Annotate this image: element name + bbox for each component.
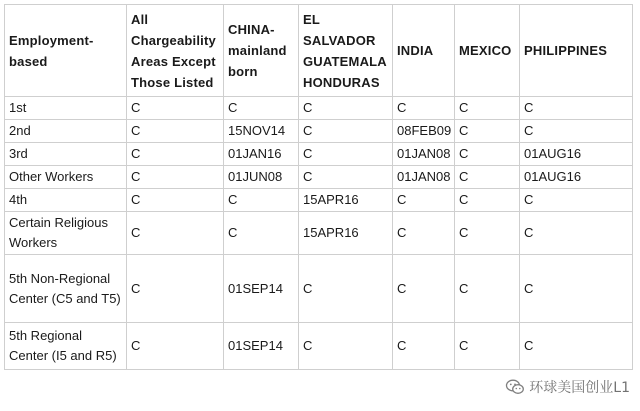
table-cell: C: [299, 323, 393, 370]
table-cell: C: [455, 212, 520, 255]
table-cell: 01JAN08: [393, 143, 455, 166]
table-cell: C: [455, 255, 520, 323]
table-cell: C: [299, 97, 393, 120]
row-label: 5th Regional Center (I5 and R5): [5, 323, 127, 370]
table-cell: C: [455, 97, 520, 120]
table-cell: C: [455, 166, 520, 189]
table-cell: C: [455, 143, 520, 166]
table-cell: C: [455, 323, 520, 370]
table-cell: C: [520, 255, 633, 323]
table-cell: 01AUG16: [520, 143, 633, 166]
table-cell: C: [455, 189, 520, 212]
wechat-icon: [505, 378, 525, 396]
table-cell: C: [520, 97, 633, 120]
table-row: [5, 120, 633, 143]
table-cell: C: [393, 212, 455, 255]
row-label: 4th: [5, 189, 127, 212]
table-row: [5, 212, 633, 255]
table-cell: C: [127, 143, 224, 166]
table-cell: C: [393, 97, 455, 120]
table-cell: C: [299, 143, 393, 166]
table-cell: 15APR16: [299, 212, 393, 255]
table-row: [5, 323, 633, 370]
table-row: [5, 166, 633, 189]
table-row: [5, 255, 633, 323]
table-cell: C: [127, 189, 224, 212]
table-cell: C: [520, 120, 633, 143]
table-cell: 01SEP14: [224, 323, 299, 370]
row-label: 3rd: [5, 143, 127, 166]
table-cell: C: [520, 212, 633, 255]
table-cell: C: [127, 255, 224, 323]
table-cell: C: [127, 212, 224, 255]
header-india: INDIA: [393, 5, 455, 97]
table-cell: C: [224, 97, 299, 120]
table-row: [5, 97, 633, 120]
table-cell: C: [224, 212, 299, 255]
table-cell: C: [224, 189, 299, 212]
row-label: Certain Religious Workers: [5, 212, 127, 255]
header-all-chargeability: All Chargeability Areas Except Those Listed: [127, 5, 224, 97]
table-cell: C: [393, 255, 455, 323]
header-employment-based: Employment-based: [5, 5, 127, 97]
row-label: Other Workers: [5, 166, 127, 189]
visa-bulletin-table: [4, 4, 633, 370]
table-cell: C: [127, 120, 224, 143]
table-cell: C: [393, 323, 455, 370]
table-cell: C: [127, 323, 224, 370]
table-cell: 01SEP14: [224, 255, 299, 323]
table-cell: C: [520, 323, 633, 370]
table-cell: 01JAN08: [393, 166, 455, 189]
watermark-text: 环球美国创业L1: [529, 380, 630, 396]
table-cell: C: [393, 189, 455, 212]
table-row: [5, 143, 633, 166]
table-cell: 01JAN16: [224, 143, 299, 166]
header-china: CHINA-mainland born: [224, 5, 299, 97]
row-label: 1st: [5, 97, 127, 120]
table-cell: C: [299, 120, 393, 143]
table-cell: 15NOV14: [224, 120, 299, 143]
header-row: [5, 5, 633, 97]
watermark: [505, 377, 630, 397]
table-cell: C: [455, 120, 520, 143]
table-cell: C: [127, 97, 224, 120]
header-philippines: PHILIPPINES: [520, 5, 633, 97]
table-cell: C: [127, 166, 224, 189]
header-el-salvador-guatemala-honduras: EL SALVADOR GUATEMALA HONDURAS: [299, 5, 393, 97]
table-cell: 01JUN08: [224, 166, 299, 189]
table-cell: 15APR16: [299, 189, 393, 212]
table-row: [5, 189, 633, 212]
table-cell: C: [299, 166, 393, 189]
row-label: 5th Non-Regional Center (C5 and T5): [5, 255, 127, 323]
header-mexico: MEXICO: [455, 5, 520, 97]
row-label: 2nd: [5, 120, 127, 143]
table-cell: 08FEB09: [393, 120, 455, 143]
table-cell: 01AUG16: [520, 166, 633, 189]
table-cell: C: [299, 255, 393, 323]
table-cell: C: [520, 189, 633, 212]
